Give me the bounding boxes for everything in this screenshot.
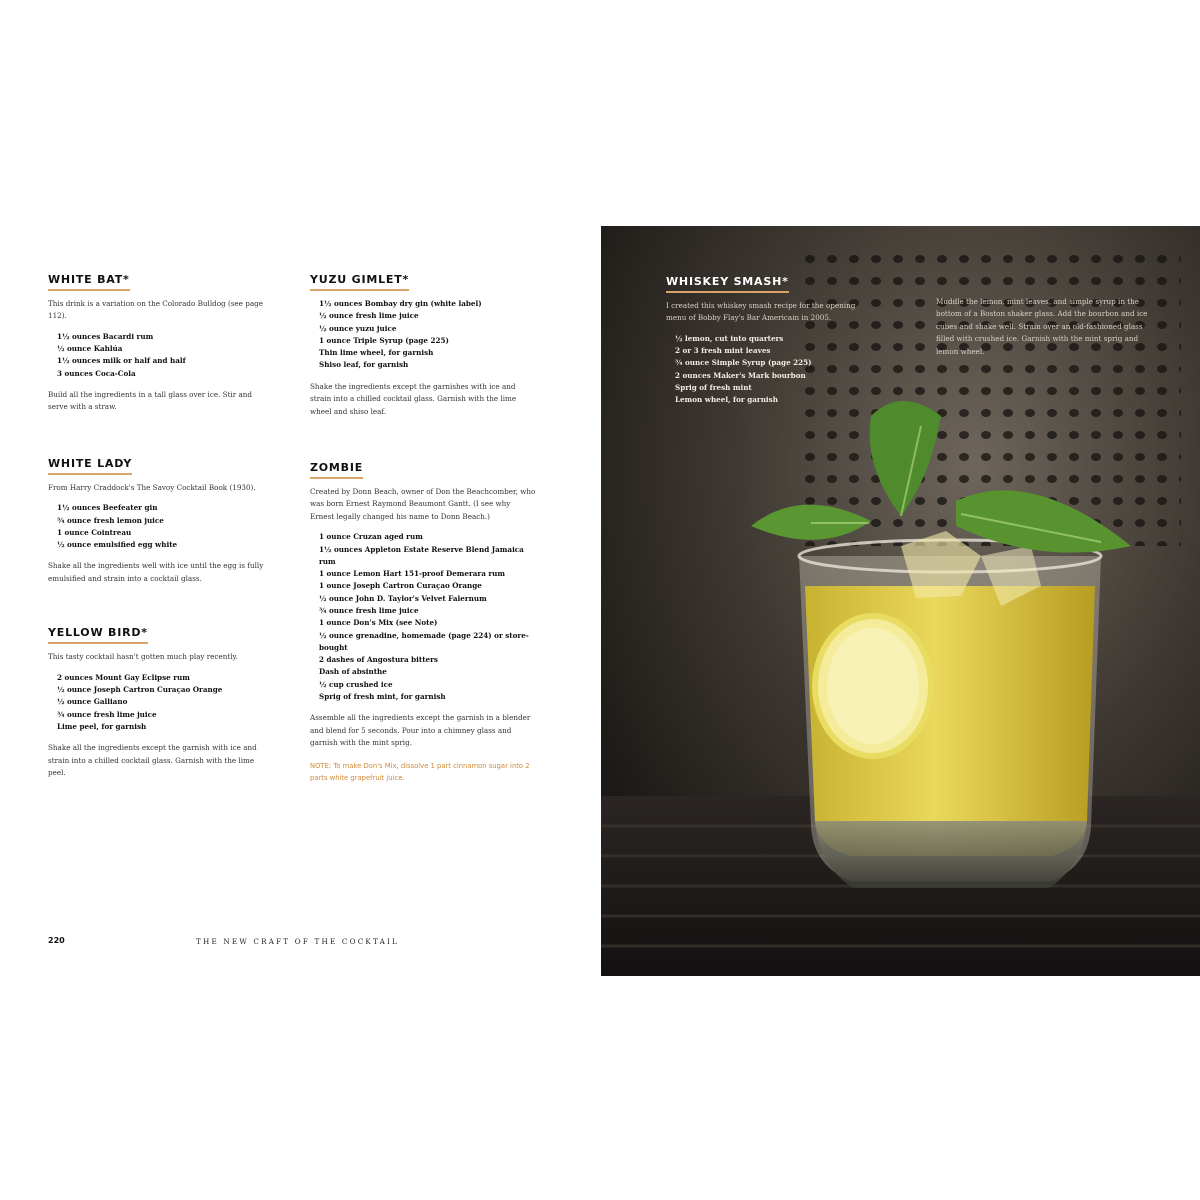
recipe-method: Muddle the lemon, mint leaves, and simple syrup in the bottom of a Boston shaker glass. Add the bourbon and ice cubes and shake well. Strain over an old-fashioned glass filled with crushed ice. Garnish with the mint sprig and lemon wheel. xyxy=(936,297,1148,356)
recipe-column-2 xyxy=(310,268,536,784)
ingredient-list xyxy=(57,672,266,733)
recipe-intro: This drink is a variation on the Colorado Bulldog (see page 112). xyxy=(48,299,263,321)
ingredient: 3 ounces Coca-Cola xyxy=(57,368,136,378)
recipe-title: YUZU GIMLET* xyxy=(310,273,409,291)
recipe-method: Assemble all the ingredients except the garnish in a blender and blend for 5 seconds. Pour into a chimney glass and garnish with the mint sprig. xyxy=(310,713,531,748)
ingredient: ½ ounce fresh lime juice xyxy=(319,311,419,321)
page-number: 220 xyxy=(48,936,65,945)
ingredient-list xyxy=(675,333,876,407)
ingredient: ¾ ounce fresh lime juice xyxy=(57,709,157,719)
ingredient: 1½ ounces milk or half and half xyxy=(57,356,186,366)
ingredient: Thin lime wheel, for garnish xyxy=(319,348,434,358)
ingredient-list xyxy=(57,502,266,551)
ingredient-list xyxy=(57,331,266,380)
recipe-note: NOTE: To make Don's Mix, dissolve 1 part cinnamon sugar into 2 parts white grapefruit juice. xyxy=(310,761,530,782)
ingredient: Sprig of fresh mint, for garnish xyxy=(319,692,446,702)
recipe-yellow-bird xyxy=(48,621,266,779)
recipe-intro: This tasty cocktail hasn't gotten much play recently. xyxy=(48,652,238,662)
recipe-title: ZOMBIE xyxy=(310,461,363,479)
ingredient: 2 ounces Mount Gay Eclipse rum xyxy=(57,672,190,682)
ingredient: 1 ounce Lemon Hart 151-proof Demerara rum xyxy=(319,569,505,579)
ingredient: ½ lemon, cut into quarters xyxy=(675,333,784,343)
ingredient: 1½ ounces Beefeater gin xyxy=(57,503,158,513)
ingredient: ½ ounce John D. Taylor's Velvet Falernum xyxy=(319,593,487,603)
recipe-title: YELLOW BIRD* xyxy=(48,626,148,644)
recipe-white-lady xyxy=(48,452,266,585)
recipe-method: Shake the ingredients except the garnishes with ice and strain into a chilled cocktail glass. Garnish with the lime wheel and shiso leaf. xyxy=(310,381,517,416)
ingredient: 1½ ounces Appleton Estate Reserve Blend Jamaica rum xyxy=(319,544,524,566)
ingredient: 1 ounce Joseph Cartron Curaçao Orange xyxy=(319,581,482,591)
ingredient: 2 ounces Maker's Mark bourbon xyxy=(675,370,806,380)
recipe-title: WHITE BAT* xyxy=(48,273,130,291)
recipe-column-1 xyxy=(48,268,266,779)
recipe-zombie xyxy=(310,456,536,784)
ingredient: ½ ounce yuzu juice xyxy=(319,323,397,333)
ingredient: 1 ounce Cruzan aged rum xyxy=(319,532,423,542)
running-title: THE NEW CRAFT OF THE COCKTAIL xyxy=(196,937,399,946)
ingredient: 2 dashes of Angostura bitters xyxy=(319,655,438,665)
recipe-intro: From Harry Craddock's The Savoy Cocktail Book (1930). xyxy=(48,482,256,492)
ingredient: 1½ ounces Bacardi rum xyxy=(57,331,154,341)
ingredient: ½ ounce grenadine, homemade (page 224) or store-bought xyxy=(319,630,529,652)
whiskey-smash-right xyxy=(936,296,1158,358)
ingredient: ½ ounce Galliano xyxy=(57,697,128,707)
ingredient: Dash of absinthe xyxy=(319,667,387,677)
recipe-yuzu-gimlet xyxy=(310,268,536,418)
recipe-method: Shake all the ingredients except the garnish with ice and strain into a chilled cocktail glass. Garnish with the lime peel. xyxy=(48,743,257,777)
ingredient: ¾ ounce fresh lemon juice xyxy=(57,515,164,525)
ingredient: ½ ounce Joseph Cartron Curaçao Orange xyxy=(57,684,223,694)
ingredient: Sprig of fresh mint xyxy=(675,383,752,392)
recipe-method: Build all the ingredients in a tall glass over ice. Stir and serve with a straw. xyxy=(48,390,253,412)
ingredient: 1½ ounces Bombay dry gin (white label) xyxy=(319,299,482,308)
recipe-method: Shake all the ingredients well with ice until the egg is fully emulsified and strain into a cocktail glass. xyxy=(48,561,264,583)
ingredient: Lemon wheel, for garnish xyxy=(675,395,778,405)
ingredient-list xyxy=(319,298,536,372)
ingredient: ½ ounce Kahlúa xyxy=(57,344,123,354)
ingredient-list xyxy=(319,531,536,703)
recipe-intro: I created this whiskey smash recipe for the opening menu of Bobby Flay's Bar Americain in 2005. xyxy=(666,301,856,323)
ingredient: Shiso leaf, for garnish xyxy=(319,360,409,370)
recipe-title: WHITE LADY xyxy=(48,457,132,475)
ingredient: 1 ounce Cointreau xyxy=(57,527,132,537)
ingredient: ¾ ounce fresh lime juice xyxy=(319,606,419,615)
ingredient: ½ cup crushed ice xyxy=(319,679,393,689)
recipe-white-bat xyxy=(48,268,266,414)
ingredient: ½ ounce emulsified egg white xyxy=(57,540,178,550)
ingredient: 2 or 3 fresh mint leaves xyxy=(675,346,771,356)
whiskey-smash-left xyxy=(666,270,876,416)
ingredient: 1 ounce Triple Syrup (page 225) xyxy=(319,335,449,345)
ingredient: ¾ ounce Simple Syrup (page 225) xyxy=(675,358,812,368)
ingredient: Lime peel, for garnish xyxy=(57,721,147,731)
recipe-intro: Created by Donn Beach, owner of Don the Beachcomber, who was born Ernest Raymond Beaumont Gantt. (I see why Ernest legally changed his name to Donn Beach.) xyxy=(310,487,536,521)
ingredient: 1 ounce Don's Mix (see Note) xyxy=(319,618,438,628)
recipe-title: WHISKEY SMASH* xyxy=(666,275,789,293)
